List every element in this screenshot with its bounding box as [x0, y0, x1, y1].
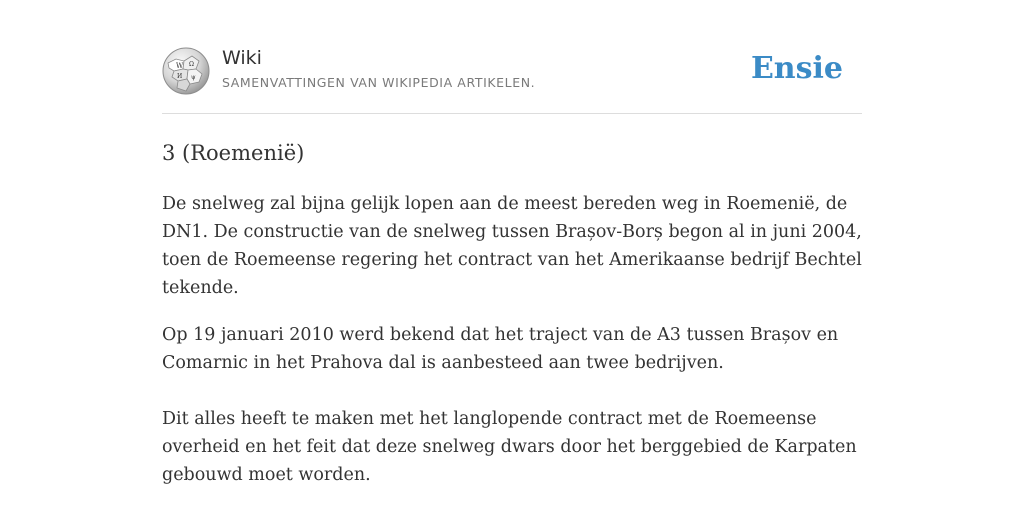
svg-text:ψ: ψ: [191, 74, 196, 81]
article-title: 3 (Roemenië): [162, 141, 305, 165]
article-body: [162, 190, 862, 489]
site-name[interactable]: Wiki: [222, 47, 262, 69]
svg-text:И: И: [177, 73, 183, 80]
ensie-brand-link[interactable]: Ensie: [750, 51, 843, 86]
article-paragraph: De snelweg zal bijna gelijk lopen aan de meest bereden weg in Roemenië, de DN1. De constructie van de snelweg tussen Brașov-Borș begon al in juni 2004, toen de Roemeense regering het contract van het Amerikaanse bedrijf Bechtel tekende.: [162, 194, 862, 298]
page: [162, 0, 862, 485]
header: [162, 0, 862, 114]
article-paragraph: Op 19 januari 2010 werd bekend dat het traject van de A3 tussen Brașov en Comarnic in het Prahova dal is aanbesteed aan twee bedrijven. Dit alles heeft te maken met het langlopende contract met de Roemeense overheid en het feit dat deze snelweg dwars door het berggebied de Karpaten gebouwd moet worden.: [162, 325, 857, 485]
wikipedia-globe-icon[interactable]: [162, 47, 210, 95]
svg-text:W: W: [176, 62, 184, 70]
svg-text:Ω: Ω: [189, 61, 194, 68]
site-tagline: SAMENVATTINGEN VAN WIKIPEDIA ARTIKELEN.: [222, 75, 536, 90]
